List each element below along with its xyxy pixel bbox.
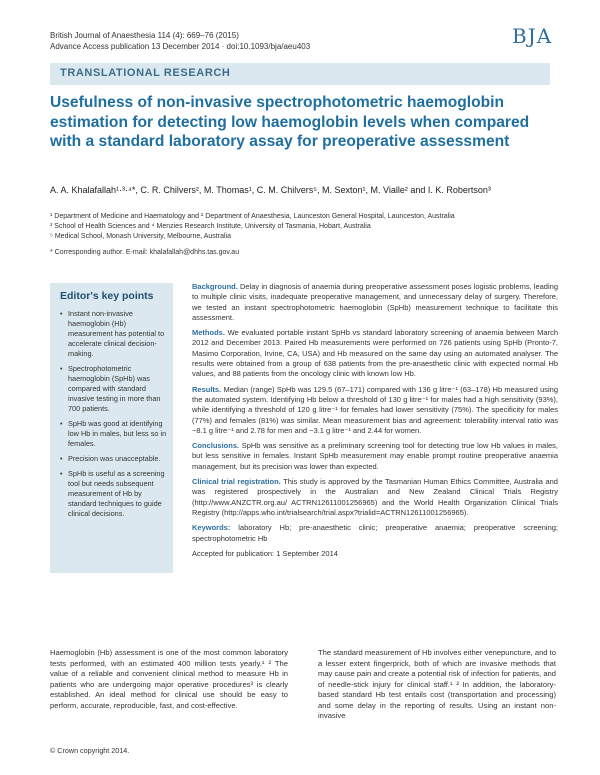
abstract-methods: Methods. We evaluated portable instant SpHb vs standard laboratory screening of anaemia between March 2012 and December 2013. Paired Hb measurements were performed on 726 patients using SpHb (Pronto-7, Masimo Corporation, Irvine, CA, USA) and Hb measured on the same day using an automated analyser. The results were obtained from a group of 638 patients from the pre-anaesthetic clinic with expected normal Hb values, and 88 patients from the oncology clinic with known low Hb. [192, 328, 558, 379]
keywords: Keywords: laboratory Hb; pre-anaesthetic clinic; preoperative anaemia; preoperative screening; spectrophotometric Hb [192, 523, 558, 543]
key-point-item: • Instant non-invasive haemoglobin (Hb) measurement has potential to accelerate clinical decision-making. [60, 309, 165, 358]
section-label: TRANSLATIONAL RESEARCH [60, 67, 231, 79]
key-point-item: • Precision was unacceptable. [60, 454, 161, 463]
bullet-icon: • [60, 469, 63, 478]
bullet-icon: • [60, 309, 63, 318]
access-doi-line: Advance Access publication 13 December 2014 · doi:10.1093/bja/aeu403 [50, 42, 311, 51]
body-column-left: Haemoglobin (Hb) assessment is one of the most common laboratory tests performed, with an estimated 400 million tests yearly.¹ ² The value of a reliable and convenient clinical method to measure Hb in patients who are undergoing major operative procedures³ is clearly established. An ideal method for clinical use should be easy to perform, accurate, reproducible, fast, and cost-effective. [50, 648, 288, 710]
journal-header [50, 30, 310, 52]
article-title: Usefulness of non-invasive spectrophotometric haemoglobin estimation for detecting low haemoglobin levels when compared with a standard laboratory assay for preoperative assessment [50, 94, 530, 150]
affiliations [50, 212, 560, 258]
abstract-conclusions: Conclusions. SpHb was sensitive as a preliminary screening tool for detecting true low Hb values in males, but less sensitive in females. Instant SpHb measurement may enable prompt routine preoperative anaemia management, but its precision was lower than expected. [192, 441, 558, 471]
copyright-notice: © Crown copyright 2014. [50, 746, 130, 755]
journal-citation: British Journal of Anaesthesia 114 (4): 669–76 (2015) [50, 31, 239, 40]
editors-key-points-box [50, 283, 173, 573]
key-point-item: • SpHb is useful as a screening tool but needs subsequent measurement of Hb by standard techniques to guide clinical decisions. [60, 469, 165, 518]
key-points-list [60, 309, 170, 524]
bullet-icon: • [60, 419, 63, 428]
bullet-icon: • [60, 364, 63, 373]
accepted-date: Accepted for publication: 1 September 2014 [192, 548, 338, 558]
bullet-icon: • [60, 454, 63, 463]
key-points-heading: Editor's key points [60, 290, 154, 302]
bja-logo: BJA [512, 24, 553, 48]
abstract-background: Background. Delay in diagnosis of anaemia during preoperative assessment poses logistic problems, leading to multiple clinic visits, inadequate preoperative management, and unnecessary delay of surgery. Therefore, we tested an instant spectrophotometric haemoglobin (SpHb) measurement technique to facilitate this assessment. [192, 282, 558, 322]
key-point-item: • SpHb was good at identifying low Hb in males, but less so in females. [60, 419, 167, 448]
affiliation-line: ³ School of Health Sciences and ⁴ Menzies Research Institute, University of Tasmania, Hobart, Australia [50, 223, 371, 231]
author-list: A. A. Khalafallah¹·³·⁴*, C. R. Chilvers², M. Thomas¹, C. M. Chilvers⁵, M. Sexton¹, M. Vialle² and I. K. Robertson³ [50, 185, 491, 195]
abstract-results: Results. Median (range) SpHb was 129.5 (67–171) compared with 136 g litre⁻¹ (63–178) Hb measured using the automated system. Identifying Hb below a threshold of 130 g litre⁻¹ for males had a high sensitivity (93%), while identifying a threshold of 120 g litre⁻¹ for females had lower sensitivity (75%). The specificity for males (77%) and females (81%) was similar. Mean measurement bias and agreement: tolerability interval ratio was −8.1 g litre⁻¹ and 2.78 for men and −3.1 g litre⁻¹ and 2.44 for women. [192, 384, 558, 435]
key-point-item: • Spectrophotometric haemoglobin (SpHb) was compared with standard invasive testing in more than 700 patients. [60, 364, 161, 413]
clinical-trial-registration: Clinical trial registration. This study is approved by the Tasmanian Human Ethics Committee, Australia and was registered prospectively in the Australian and New Zealand Clinical Trials Registry (http://www.ANZCTR.org.au/ ACTRN12611001256965) and the World Health Organization Clinical Trials Registry (http://apps.who.int/trialsearch/trial.aspx?trialid=ACTRN12611001256965). [192, 477, 558, 517]
affiliation-line: ⁵ Medical School, Monash University, Melbourne, Australia [50, 233, 231, 241]
body-column-right: The standard measurement of Hb involves either venepuncture, and to a lesser extent fingerprick, both of which are invasive methods that may cause pain and create a potential risk of infection for patients, and of needle-stick injury for clinical staff.¹ ² In addition, the laboratory-based standard Hb test entails cost (transportation and processing) and some delay in the reporting of results. Using an instant non-invasive [318, 648, 556, 720]
affiliation-line: ¹ Department of Medicine and Haematology and ² Department of Anaesthesia, Launceston General Hospital, Launceston, Australia [50, 213, 455, 220]
abstract [192, 282, 558, 564]
corresponding-author: * Corresponding author. E-mail: khalafallah@dhhs.tas.gov.au [50, 248, 240, 256]
section-banner [50, 63, 550, 85]
